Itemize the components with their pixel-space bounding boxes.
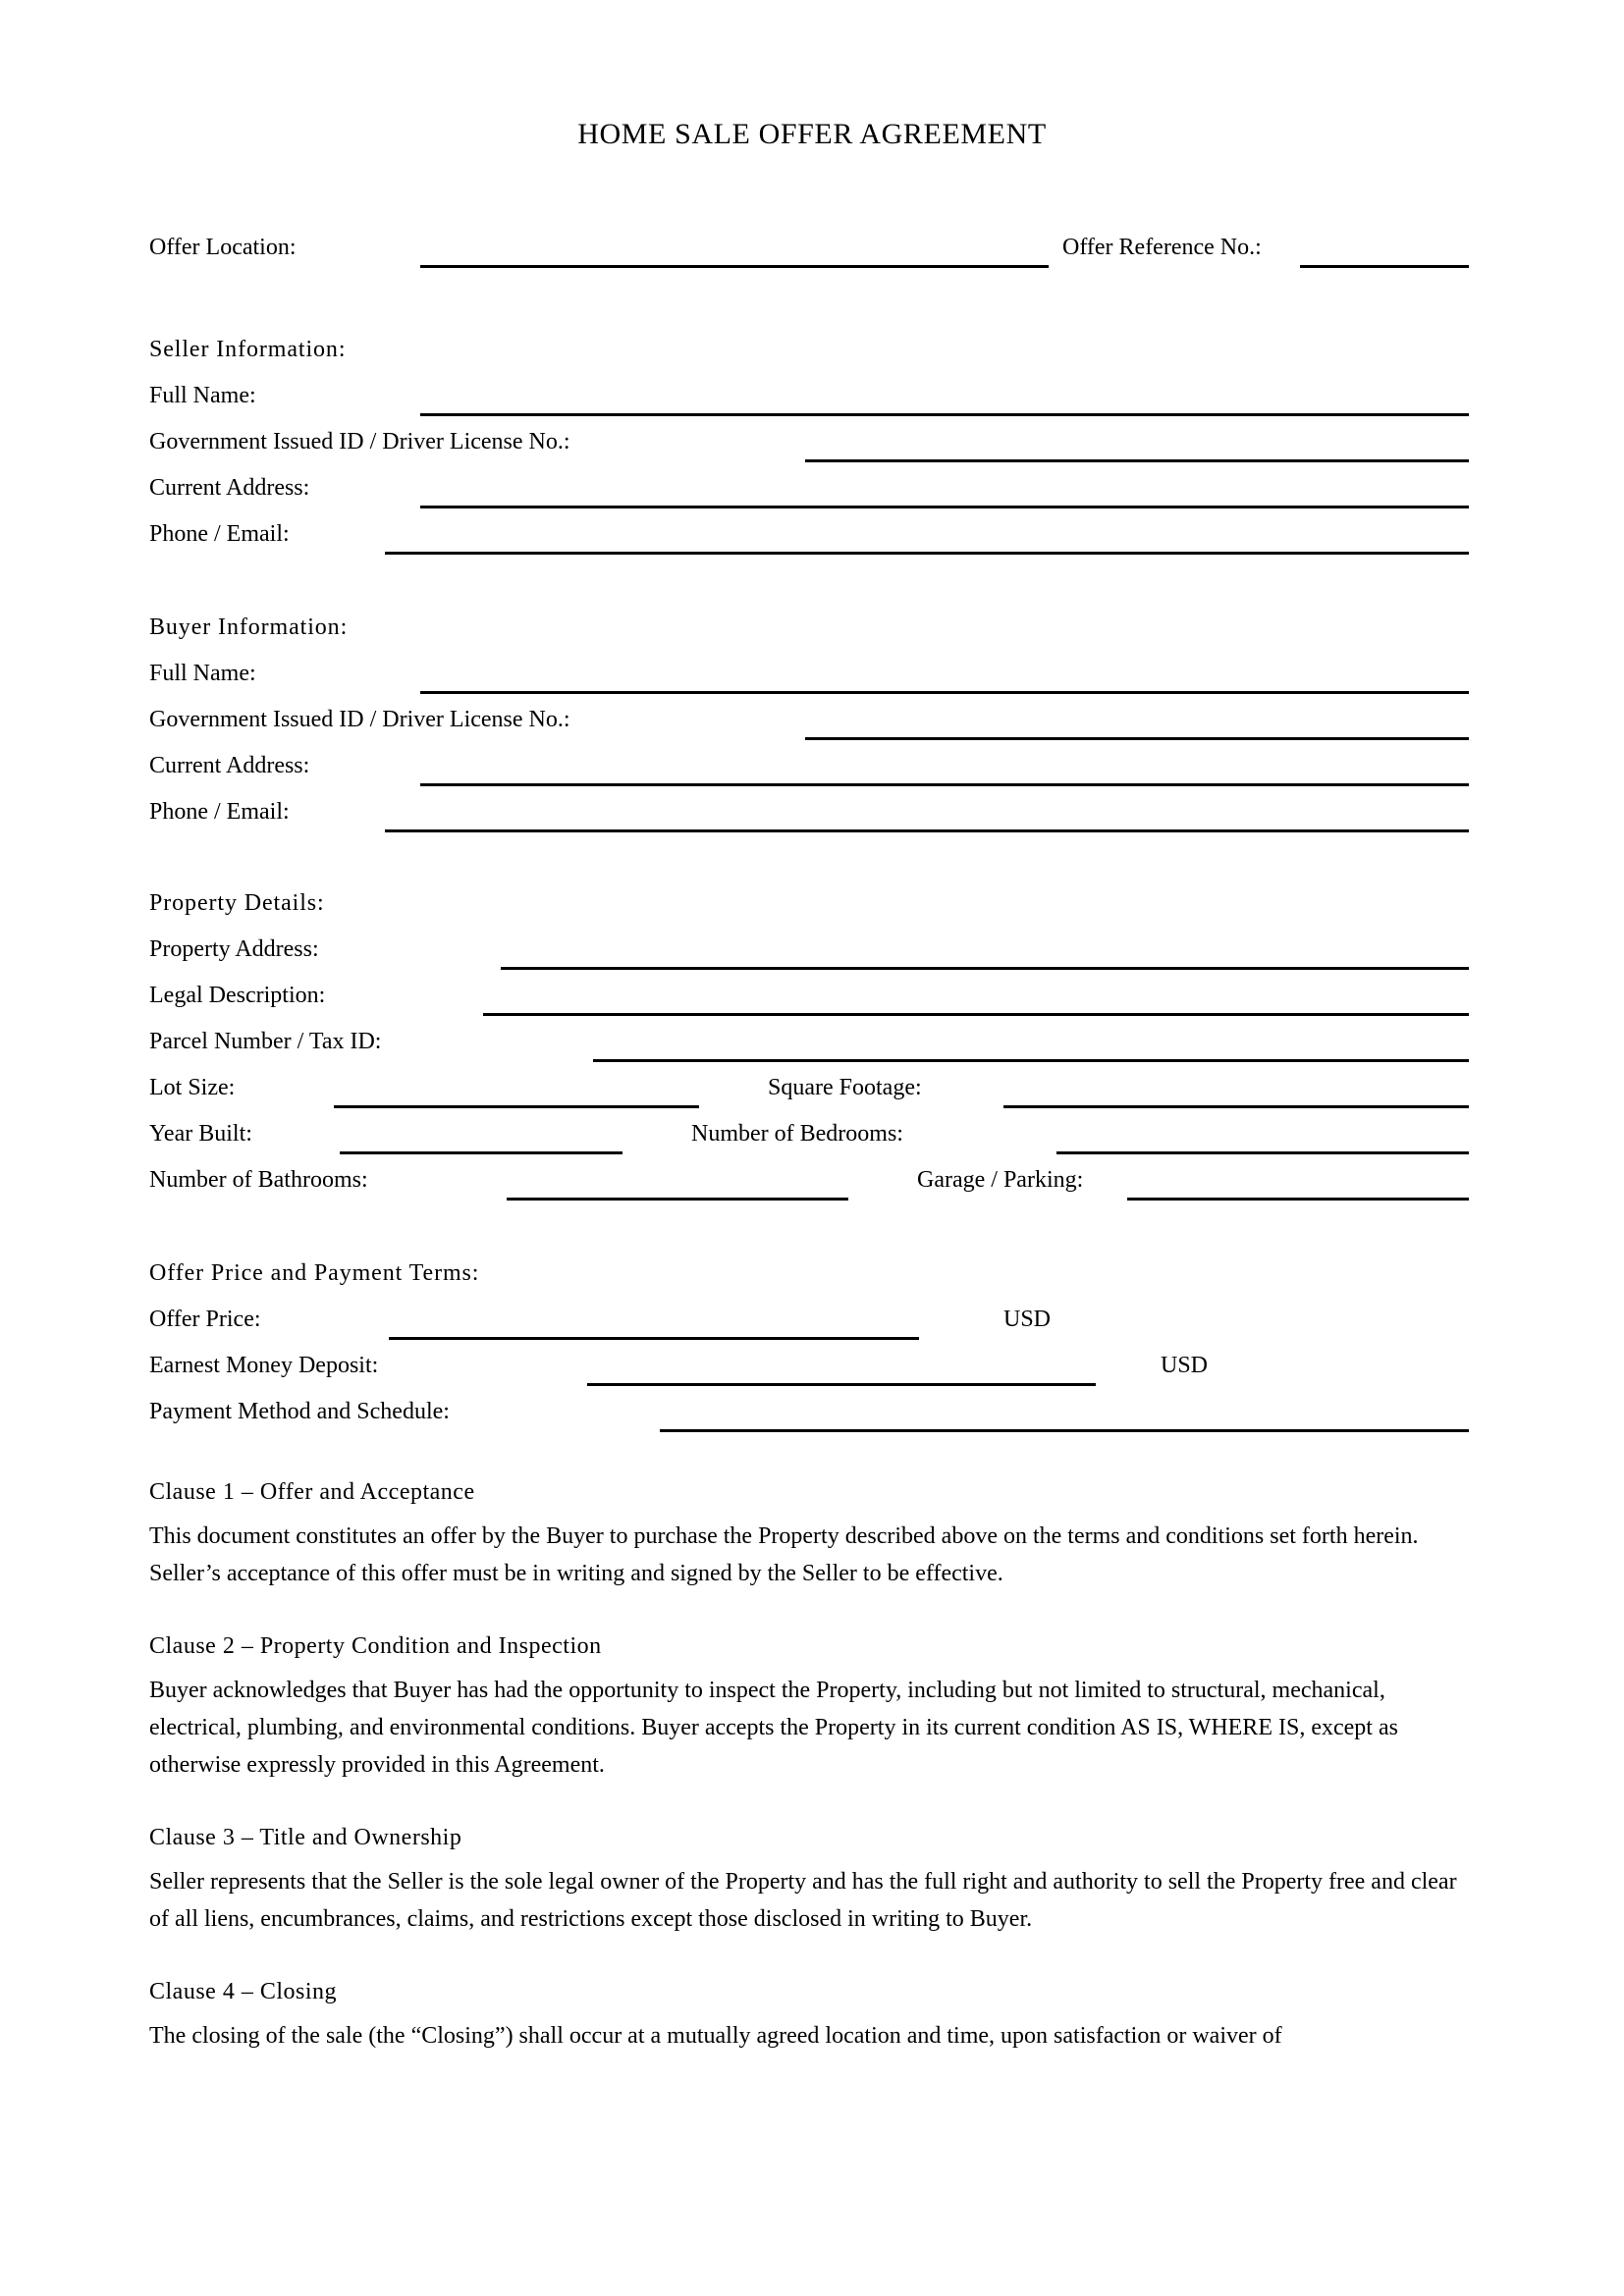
buyer-gov-id-label: Government Issued ID / Driver License No.: (149, 707, 570, 732)
clause-4-heading: Clause 4 – Closing (149, 1979, 338, 2004)
seller-gov-id-input-rule[interactable] (805, 459, 1469, 462)
clause-3-heading: Clause 3 – Title and Ownership (149, 1825, 462, 1850)
property-details-heading: Property Details: (149, 890, 325, 916)
property-address-input-rule[interactable] (501, 967, 1469, 970)
seller-current-address-label: Current Address: (149, 475, 310, 501)
buyer-full-name-input-rule[interactable] (420, 691, 1469, 694)
buyer-phone-email-input-rule[interactable] (385, 829, 1469, 832)
seller-phone-email-input-rule[interactable] (385, 552, 1469, 555)
parcel-number-input-rule[interactable] (593, 1059, 1469, 1062)
legal-description-input-rule[interactable] (483, 1013, 1469, 1016)
seller-current-address-input-rule[interactable] (420, 506, 1469, 508)
offer-price-input-rule[interactable] (389, 1337, 919, 1340)
bedrooms-input-rule[interactable] (1056, 1151, 1469, 1154)
seller-phone-email-label: Phone / Email: (149, 521, 290, 547)
offer-reference-input-rule[interactable] (1300, 265, 1469, 268)
offer-price-terms-heading: Offer Price and Payment Terms: (149, 1260, 480, 1286)
seller-gov-id-label: Government Issued ID / Driver License No.: (149, 429, 570, 454)
legal-description-label: Legal Description: (149, 983, 326, 1008)
clause-2-heading: Clause 2 – Property Condition and Inspection (149, 1633, 602, 1659)
bathrooms-input-rule[interactable] (507, 1198, 848, 1201)
clause-4-body: The closing of the sale (the “Closing”) shall occur at a mutually agreed location and time, upon satisfaction or waiver of (149, 2023, 1282, 2049)
lot-size-label: Lot Size: (149, 1075, 236, 1100)
square-footage-label: Square Footage: (768, 1075, 922, 1100)
bathrooms-label: Number of Bathrooms: (149, 1167, 368, 1193)
clause-3-body: Seller represents that the Seller is the sole legal owner of the Property and has the full right and authority to sell the Property free and clear of all liens, encumbrances, claims, and restrictions except those disclosed in writing to Buyer. (149, 1869, 1457, 1932)
offer-location-input-rule[interactable] (420, 265, 1049, 268)
offer-price-label: Offer Price: (149, 1307, 261, 1332)
earnest-money-currency: USD (1161, 1353, 1209, 1378)
square-footage-input-rule[interactable] (1003, 1105, 1469, 1108)
year-built-label: Year Built: (149, 1121, 252, 1147)
seller-information-heading: Seller Information: (149, 337, 347, 362)
buyer-current-address-label: Current Address: (149, 753, 310, 778)
page-title: HOME SALE OFFER AGREEMENT (577, 118, 1047, 150)
garage-parking-label: Garage / Parking: (917, 1167, 1084, 1193)
buyer-phone-email-label: Phone / Email: (149, 799, 290, 825)
property-address-label: Property Address: (149, 936, 319, 962)
clause-1-heading: Clause 1 – Offer and Acceptance (149, 1479, 475, 1505)
clause-2-body: Buyer acknowledges that Buyer has had the opportunity to inspect the Property, including but not limited to structural, mechanical, electrical, plumbing, and environmental conditions. Buyer accepts the Property in its current condition AS IS, WHERE IS, except as otherwise expressly provided in this Agreement. (149, 1678, 1398, 1778)
buyer-current-address-input-rule[interactable] (420, 783, 1469, 786)
payment-method-label: Payment Method and Schedule: (149, 1399, 450, 1424)
buyer-full-name-label: Full Name: (149, 661, 256, 686)
bedrooms-label: Number of Bedrooms: (691, 1121, 903, 1147)
earnest-money-input-rule[interactable] (587, 1383, 1096, 1386)
buyer-information-heading: Buyer Information: (149, 614, 349, 640)
payment-method-input-rule[interactable] (660, 1429, 1469, 1432)
offer-reference-label: Offer Reference No.: (1062, 235, 1262, 260)
seller-full-name-label: Full Name: (149, 383, 256, 408)
buyer-gov-id-input-rule[interactable] (805, 737, 1469, 740)
offer-price-currency: USD (1003, 1307, 1052, 1332)
year-built-input-rule[interactable] (340, 1151, 623, 1154)
earnest-money-label: Earnest Money Deposit: (149, 1353, 379, 1378)
lot-size-input-rule[interactable] (334, 1105, 699, 1108)
offer-location-label: Offer Location: (149, 235, 297, 260)
garage-parking-input-rule[interactable] (1127, 1198, 1469, 1201)
seller-full-name-input-rule[interactable] (420, 413, 1469, 416)
parcel-number-label: Parcel Number / Tax ID: (149, 1029, 382, 1054)
clause-1-body: This document constitutes an offer by the Buyer to purchase the Property described above on the terms and conditions set forth herein. Seller’s acceptance of this offer must be in writing and signed by the Seller to be effective. (149, 1523, 1419, 1586)
